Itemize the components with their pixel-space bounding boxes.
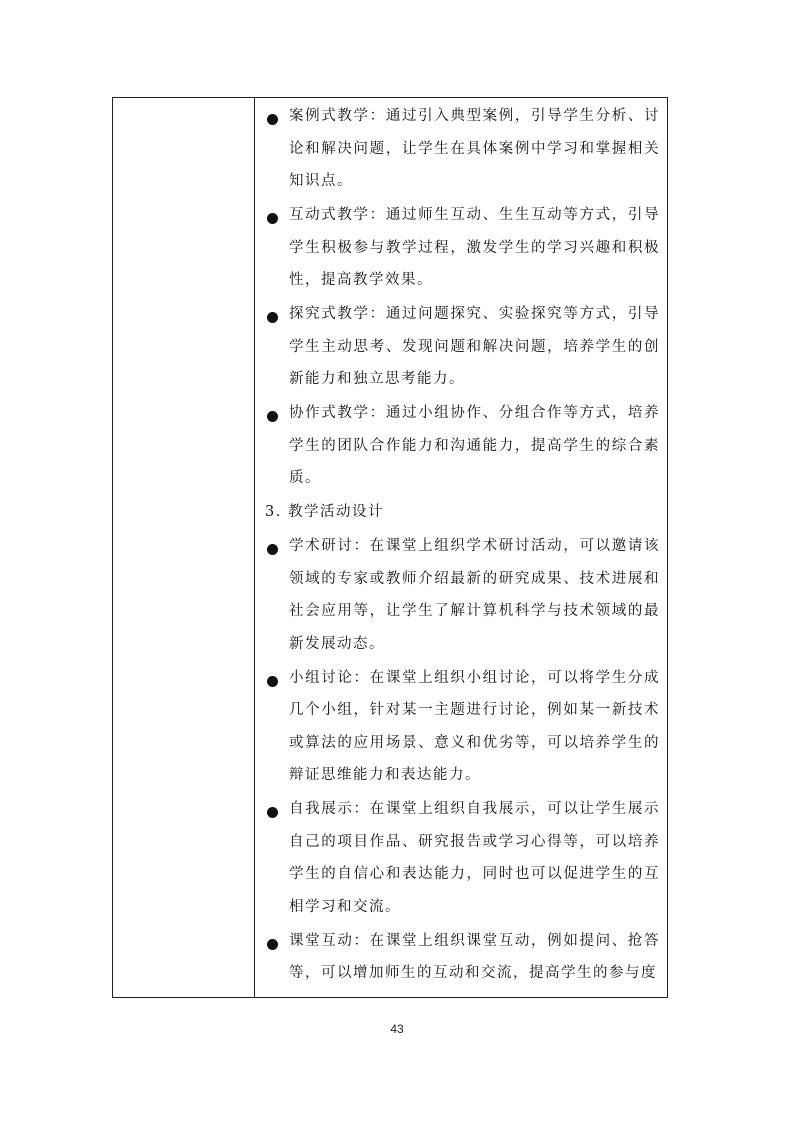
table-content-cell bbox=[256, 98, 667, 997]
list-item-text: 探究式教学：通过问题探究、实验探究等方式，引导学生主动思考、发现问题和解决问题，培养学生的创新能力和独立思考能力。 bbox=[289, 306, 660, 387]
list-item-text: 案例式教学：通过引入典型案例，引导学生分析、讨论和解决问题，让学生在具体案例中学习和掌握相关知识点。 bbox=[289, 108, 660, 189]
page-number: 43 bbox=[390, 1022, 404, 1036]
content-table bbox=[112, 97, 668, 998]
bullet-icon bbox=[267, 312, 278, 323]
bullet-icon bbox=[267, 544, 278, 555]
list-item bbox=[265, 530, 660, 660]
bullet-icon bbox=[267, 939, 278, 950]
bullet-icon bbox=[267, 114, 278, 125]
content-body bbox=[265, 100, 660, 991]
bullet-icon bbox=[267, 213, 278, 224]
list-item bbox=[265, 793, 660, 923]
list-item-text: 互动式教学：通过师生互动、生生互动等方式，引导学生积极参与教学过程，激发学生的学习兴趣和积极性，提高教学效果。 bbox=[289, 207, 660, 288]
list-item-text: 自我展示：在课堂上组织自我展示，可以让学生展示自己的项目作品、研究报告或学习心得等，可以培养学生的自信心和表达能力，同时也可以促进学生的互相学习和交流。 bbox=[289, 801, 660, 915]
list-item bbox=[265, 100, 660, 198]
list-item bbox=[265, 397, 660, 495]
list-item-text: 小组讨论：在课堂上组织小组讨论，可以将学生分成几个小组，针对某一主题进行讨论，例如某一新技术或算法的应用场景、意义和优劣等，可以培养学生的辩证思维能力和表达能力。 bbox=[289, 669, 660, 783]
list-item bbox=[265, 298, 660, 396]
bullet-icon bbox=[267, 676, 278, 687]
list-item bbox=[265, 199, 660, 297]
list-item bbox=[265, 662, 660, 792]
bullet-icon bbox=[267, 411, 278, 422]
table-label-cell bbox=[113, 98, 255, 997]
list-item-text: 课堂互动：在课堂上组织课堂互动，例如提问、抢答等，可以增加师生的互动和交流，提高学生的参与度 bbox=[289, 932, 660, 981]
list-item-text: 协作式教学：通过小组协作、分组合作等方式，培养学生的团队合作能力和沟通能力，提高学生的综合素质。 bbox=[289, 405, 660, 486]
section-heading: 3. 教学活动设计 bbox=[265, 504, 384, 520]
list-item-text: 学术研讨：在课堂上组织学术研讨活动，可以邀请该领域的专家或教师介绍最新的研究成果、技术进展和社会应用等，让学生了解计算机科学与技术领域的最新发展动态。 bbox=[289, 538, 660, 652]
list-item bbox=[265, 925, 660, 990]
bullet-icon bbox=[267, 807, 278, 818]
